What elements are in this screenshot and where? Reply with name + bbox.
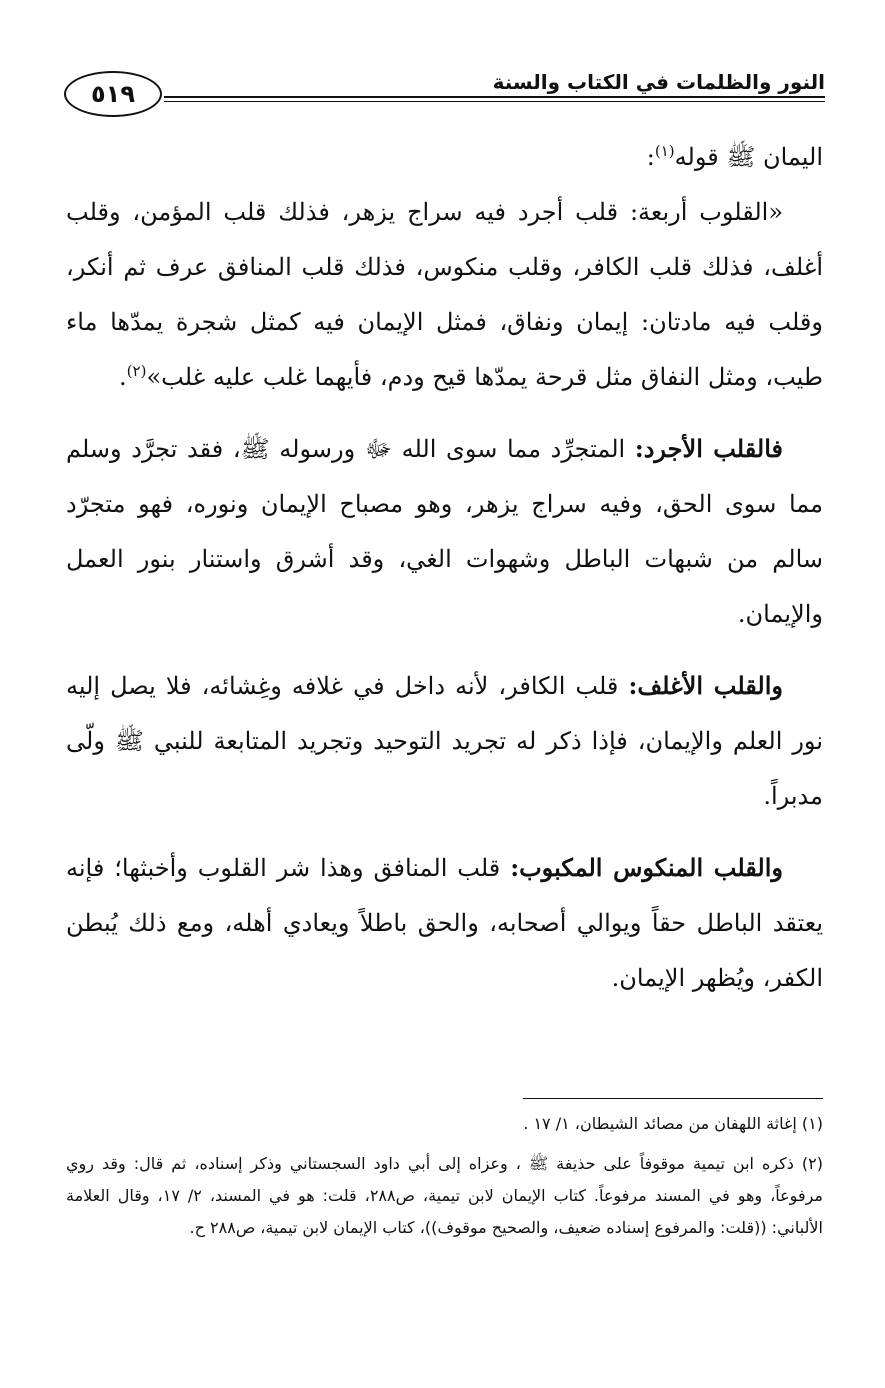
paragraph-ajrad: فالقلب الأجرد: المتجرِّد مما سوى الله ﷻ ورسوله ﷺ، فقد تجرَّد وسلم مما سوى الحق، وفيه سراج يزهر، وهو مصباح الإيمان ونوره، فهو متجرّد سالم من شبهات الباطل وشهوات الغي، وقد أشرق واستنار بنور العمل والإيمان.	[66, 434, 823, 628]
footnote-ref-1[interactable]: (١)	[654, 142, 675, 160]
term-ajrad: فالقلب الأجرد:	[634, 434, 783, 463]
paragraph-aghlaf: والقلب الأغلف: قلب الكافر، لأنه داخل في غلافه وغِشائه، فلا يصل إليه نور العلم والإيمان، فإذا ذكر له تجريد التوحيد وتجريد المتابعة للنبي ﷺ ولّى مدبراً.	[66, 671, 823, 810]
page-header	[64, 66, 825, 130]
term-mankus: والقلب المنكوس المكبوب:	[510, 853, 783, 882]
paragraph-1: اليمان ﷺ قوله$^{(١)}$:	[646, 142, 823, 171]
footnote-ref-2[interactable]: (٢)	[126, 362, 147, 380]
paragraph-mankus: والقلب المنكوس المكبوب: قلب المنافق وهذا شر القلوب وأخبثها؛ فإنه يعتقد الباطل حقاً ويوالي أصحابه، والحق باطلاً ويعادي أهله، ومع ذلك يُبطن الكفر، ويُظهر الإيمان.	[66, 853, 823, 992]
footnote-divider	[523, 1098, 823, 1099]
main-text	[66, 130, 823, 1006]
footnotes	[66, 1108, 823, 1252]
term-aghlaf: والقلب الأغلف:	[628, 671, 784, 700]
page-number: ٥١٩	[64, 71, 162, 117]
paragraph-hadith: «القلوب أربعة: قلب أجرد فيه سراج يزهر، فذلك قلب المؤمن، وقلب أغلف، فذلك قلب الكافر، وقلب منكوس، فذلك قلب المنافق عرف ثم أنكر، وقلب فيه مادتان: إيمان ونفاق، فمثل الإيمان فيه كمثل شجرة يمدّها ماء طيب، ومثل النفاق مثل قرحة يمدّها قيح ودم، فأيهما غلب عليه غلب»$^{(٢)}$.	[66, 198, 823, 391]
running-title: النور والظلمات في الكتاب والسنة	[492, 70, 825, 94]
header-rule	[164, 96, 825, 102]
footnote-1: (١) إغاثة اللهفان من مصائد الشيطان، ١/ ١٧ .	[523, 1114, 823, 1133]
footnote-2: (٢) ذكره ابن تيمية موقوفاً على حذيفة ﷺ ، وعزاه إلى أبي داود السجستاني وذكر إسناده، ثم قال: وقد روي مرفوعاً، وهو في المسند مرفوعاً. كتاب الإيمان لابن تيمية، ص٢٨٨، قلت: هو في المسند، ٢/ ١٧، وقال العلامة الألباني: ((قلت: والمرفوع إسناده ضعيف، والصحيح موقوف))، كتاب الإيمان لابن تيمية، ص٢٨٨ ح.	[66, 1154, 823, 1237]
